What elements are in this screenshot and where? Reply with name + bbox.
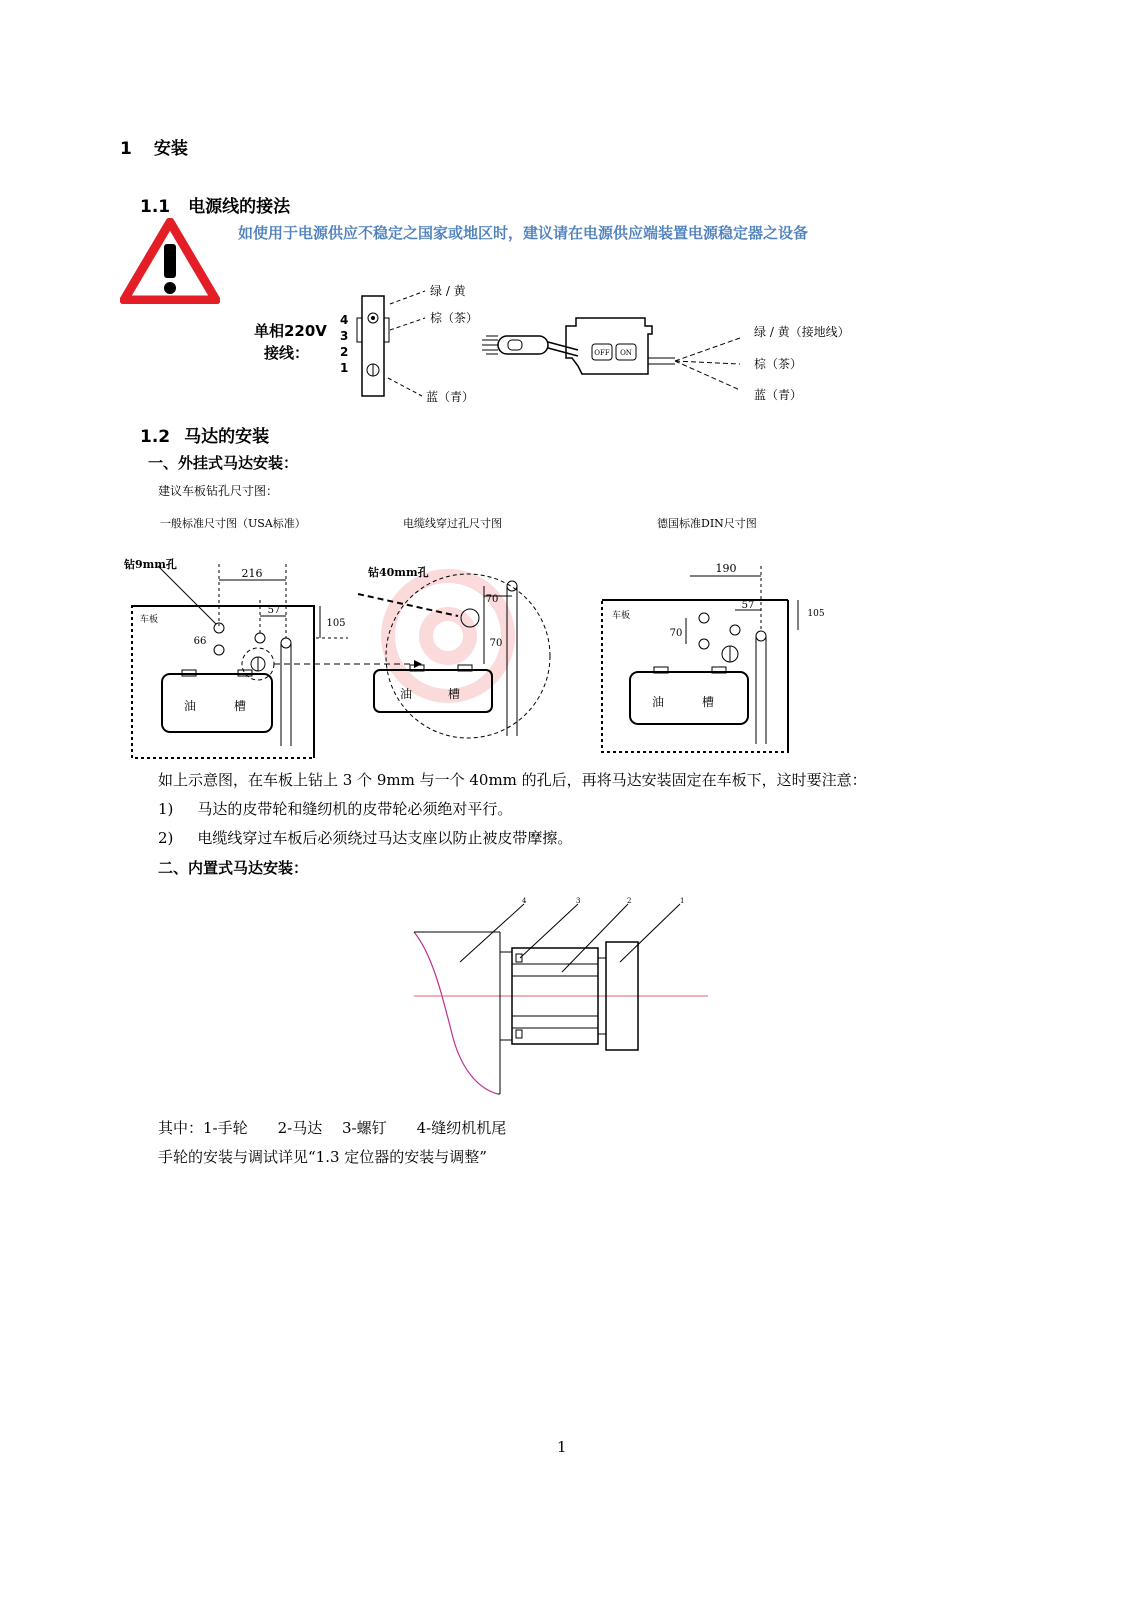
tank-label-mid-a: 油	[400, 687, 413, 701]
power-warning-text: 如使用于电源供应不稳定之国家或地区时，建议请在电源供应端装置电源稳定器之设备	[238, 224, 809, 242]
section-number: 1.1	[140, 197, 171, 217]
wiring-caption: 接线：	[264, 344, 310, 362]
wiring-voltage-label: 单相220V	[254, 322, 327, 340]
callout-2: 2	[627, 897, 632, 905]
warning-triangle-icon	[120, 218, 220, 304]
right-wire-label-brown: 棕（茶）	[754, 357, 803, 371]
section-1-1-heading	[140, 192, 290, 217]
section-1-heading	[120, 134, 188, 159]
section-title: 马达的安装	[184, 427, 270, 447]
tank-label-right-a: 油	[652, 695, 665, 709]
note-number: 1)	[158, 800, 174, 818]
callout-3: 3	[576, 897, 581, 905]
note-number: 2)	[158, 829, 174, 847]
dim-105-left: 105	[326, 618, 346, 629]
builtin-motor-drawing	[412, 894, 712, 1104]
drill-40mm-label: 钻40mm孔	[368, 566, 429, 579]
tank-label-mid-b: 槽	[448, 687, 461, 701]
note-text: 马达的皮带轮和缝纫机的皮带轮必须绝对平行。	[197, 800, 513, 818]
drilling-dimension-drawings	[118, 546, 838, 766]
handwheel-reference: 手轮的安装与调试详见“1.3 定位器的安装与调整”	[158, 1148, 487, 1166]
dim-57-left: 57	[267, 605, 281, 616]
notes-intro: 如上示意图，在车板上钻上 3 个 9mm 与一个 40mm 的孔后，再将马达安装固定在车板下，这时要注意：	[158, 771, 867, 789]
pin-2: 2	[340, 345, 349, 359]
board-label-right: 车板	[612, 611, 631, 621]
section-number: 1	[120, 139, 132, 159]
dim-190: 190	[715, 562, 737, 575]
parts-legend: 其中：1-手轮 2-马达 3-螺钉 4-缝纫机机尾	[158, 1119, 507, 1137]
wiring-diagram	[330, 278, 890, 410]
section-number: 1.2	[140, 427, 171, 447]
dim-57-right: 57	[741, 600, 755, 611]
switch-on-label: ON	[620, 349, 632, 357]
page-number: 1	[557, 1438, 567, 1456]
tank-label-right-b: 槽	[702, 695, 715, 709]
switch-off-label: OFF	[594, 349, 610, 357]
section-title: 电源线的接法	[188, 197, 291, 217]
left-wire-label-blue: 蓝（青）	[426, 390, 475, 404]
section-1-2-heading	[140, 422, 269, 447]
right-wire-label-ground: 绿 / 黄（接地线）	[754, 325, 850, 339]
note-item-2	[158, 827, 572, 848]
pin-1: 1	[340, 361, 349, 375]
right-wire-label-blue: 蓝（青）	[754, 388, 803, 402]
dim-70-right: 70	[669, 628, 683, 639]
drawing-title-usa: 一般标准尺寸图（USA标准）	[160, 517, 306, 530]
dim-70-top: 70	[485, 594, 499, 605]
section-title: 安装	[153, 139, 188, 159]
drilling-caption: 建议车板钻孔尺寸图：	[158, 484, 279, 498]
dim-66: 66	[193, 636, 207, 647]
note-text: 电缆线穿过车板后必须绕过马达支座以防止被皮带摩擦。	[197, 829, 573, 847]
tank-label-left-a: 油	[184, 699, 197, 713]
tank-label-left-b: 槽	[234, 699, 247, 713]
builtin-motor-heading: 二、内置式马达安装：	[158, 859, 309, 877]
dim-70-side: 70	[489, 638, 503, 649]
drill-9mm-label: 钻9mm孔	[124, 558, 177, 571]
left-wire-label-brown: 棕（茶）	[430, 311, 479, 325]
note-item-1	[158, 798, 512, 819]
external-motor-heading: 一、外挂式马达安装：	[148, 454, 299, 472]
pin-4: 4	[340, 313, 349, 327]
drawing-title-cable-hole: 电缆线穿过孔尺寸图	[403, 517, 502, 530]
callout-1: 1	[680, 897, 685, 905]
pin-3: 3	[340, 329, 349, 343]
callout-4: 4	[522, 897, 527, 905]
terminal-pin-numbers	[340, 312, 348, 376]
board-label-left: 车板	[140, 615, 159, 625]
left-wire-label-green-yellow: 绿 / 黄	[430, 284, 466, 298]
wiring-label	[254, 320, 327, 364]
dim-216: 216	[241, 567, 263, 580]
drawing-title-din: 德国标准DIN尺寸图	[657, 517, 757, 530]
dim-105-right: 105	[807, 609, 825, 619]
